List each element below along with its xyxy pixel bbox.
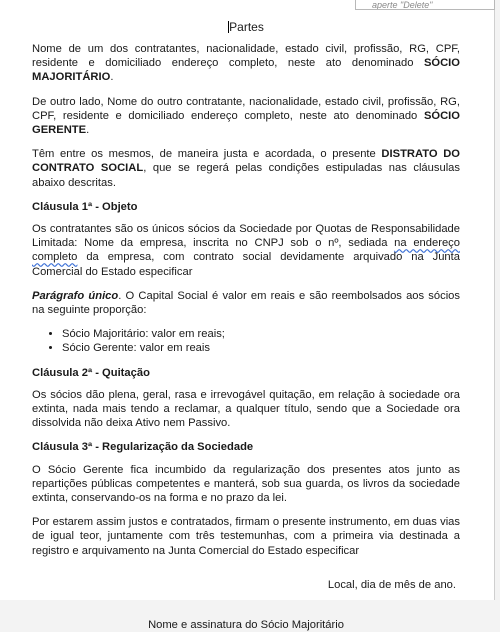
clause-2-text[interactable]: Os sócios dão plena, geral, rasa e irrevogável quitação, em relação à sociedade ora extinta, nada mais tendo a reclamar, a qualquer título, sendo que a Sociedade ora dissolvida não deixa Ativo nem Passivo. [32,388,460,430]
second-party-end: . [86,124,90,137]
first-party-text: Nome de um dos contratantes, nacionalidade, estado civil, profissão, RG, CPF, residente e domiciliado endereço completo, neste ato denominado [32,43,460,70]
document-body[interactable] [32,20,460,632]
intro-end: , que se regerá pelas condições estipuladas nas cláusulas abaixo descritas. [32,162,460,189]
list-item[interactable]: • Sócio Gerente: valor em reais [62,341,460,355]
clause-1-heading[interactable]: Cláusula 1ª - Objeto [32,200,138,213]
first-party-end: . [110,71,114,84]
second-party-role: SÓCIO GERENTE [32,109,460,137]
clause-3-text[interactable]: O Sócio Gerente fica incumbido da regularização dos presentes atos junto as repartições públicas competentes e manterá, sob sua guarda, os livros da sociedade extinta, conservando-os na forma e no prazo da lei. [32,463,460,505]
place-date-line[interactable]: Local, dia de mês de ano. [327,578,456,591]
delete-hint-box [355,0,495,10]
title-rest: artes [237,20,264,34]
closing-paragraph[interactable]: Por estarem assim justos e contratados, firmam o presente instrumento, em duas vias de igual teor, juntamente com três testemunhas, com a primeira via destinada a registro e arquivamento na Junta Comercial do Estado especificar [32,516,460,557]
title-first-letter: P [229,20,238,34]
intro-contract-name: DISTRATO DO CONTRATO SOCIAL [32,148,460,175]
first-party-role: SÓCIO MAJORITÁRIO [32,57,460,84]
clause-1-text-start: Os contratantes são os únicos sócios da Sociedade por Quotas de Responsabilidade Limitada: Nome da empresa, inscrita no CNPJ sob o nº, sediada [32,223,460,250]
signature-line[interactable]: Nome e assinatura do Sócio Majoritário [148,619,344,632]
paragraph-first-party[interactable] [32,42,460,85]
clause-3-heading[interactable]: Cláusula 3ª - Regularização da Sociedade [32,441,254,454]
shares-list [32,327,460,355]
clause-1-text-end: da empresa, com contrato social devidamente arquivado na Junta Comercial do Estado especificar [32,251,460,278]
document-title[interactable] [32,20,460,34]
spellcheck-marked-text[interactable]: na endereço completo [32,237,460,264]
paragraph-unique[interactable] [32,289,460,317]
list-item[interactable]: • Sócio Majoritário: valor em reais; [62,327,460,341]
paragraph-unique-text: . O Capital Social é valor em reais e são reembolsados aos sócios na seguinte proporção: [32,289,461,317]
intro-text: Têm entre os mesmos, de maneira justa e acordada, o presente [32,148,382,161]
paragraph-second-party[interactable] [32,95,460,138]
second-party-text: De outro lado, Nome do outro contratante, nacionalidade, estado civil, profissão, RG, CPF, residente e domiciliado endereço completo, neste ato denominado [32,95,460,122]
clause-1-text[interactable] [32,222,460,279]
delete-hint-text: aperte "Delete" [372,0,433,10]
paragraph-intro[interactable] [32,147,460,190]
paragraph-unique-label: Parágrafo único [32,289,119,302]
clause-2-heading[interactable]: Cláusula 2ª - Quitação [32,366,150,379]
